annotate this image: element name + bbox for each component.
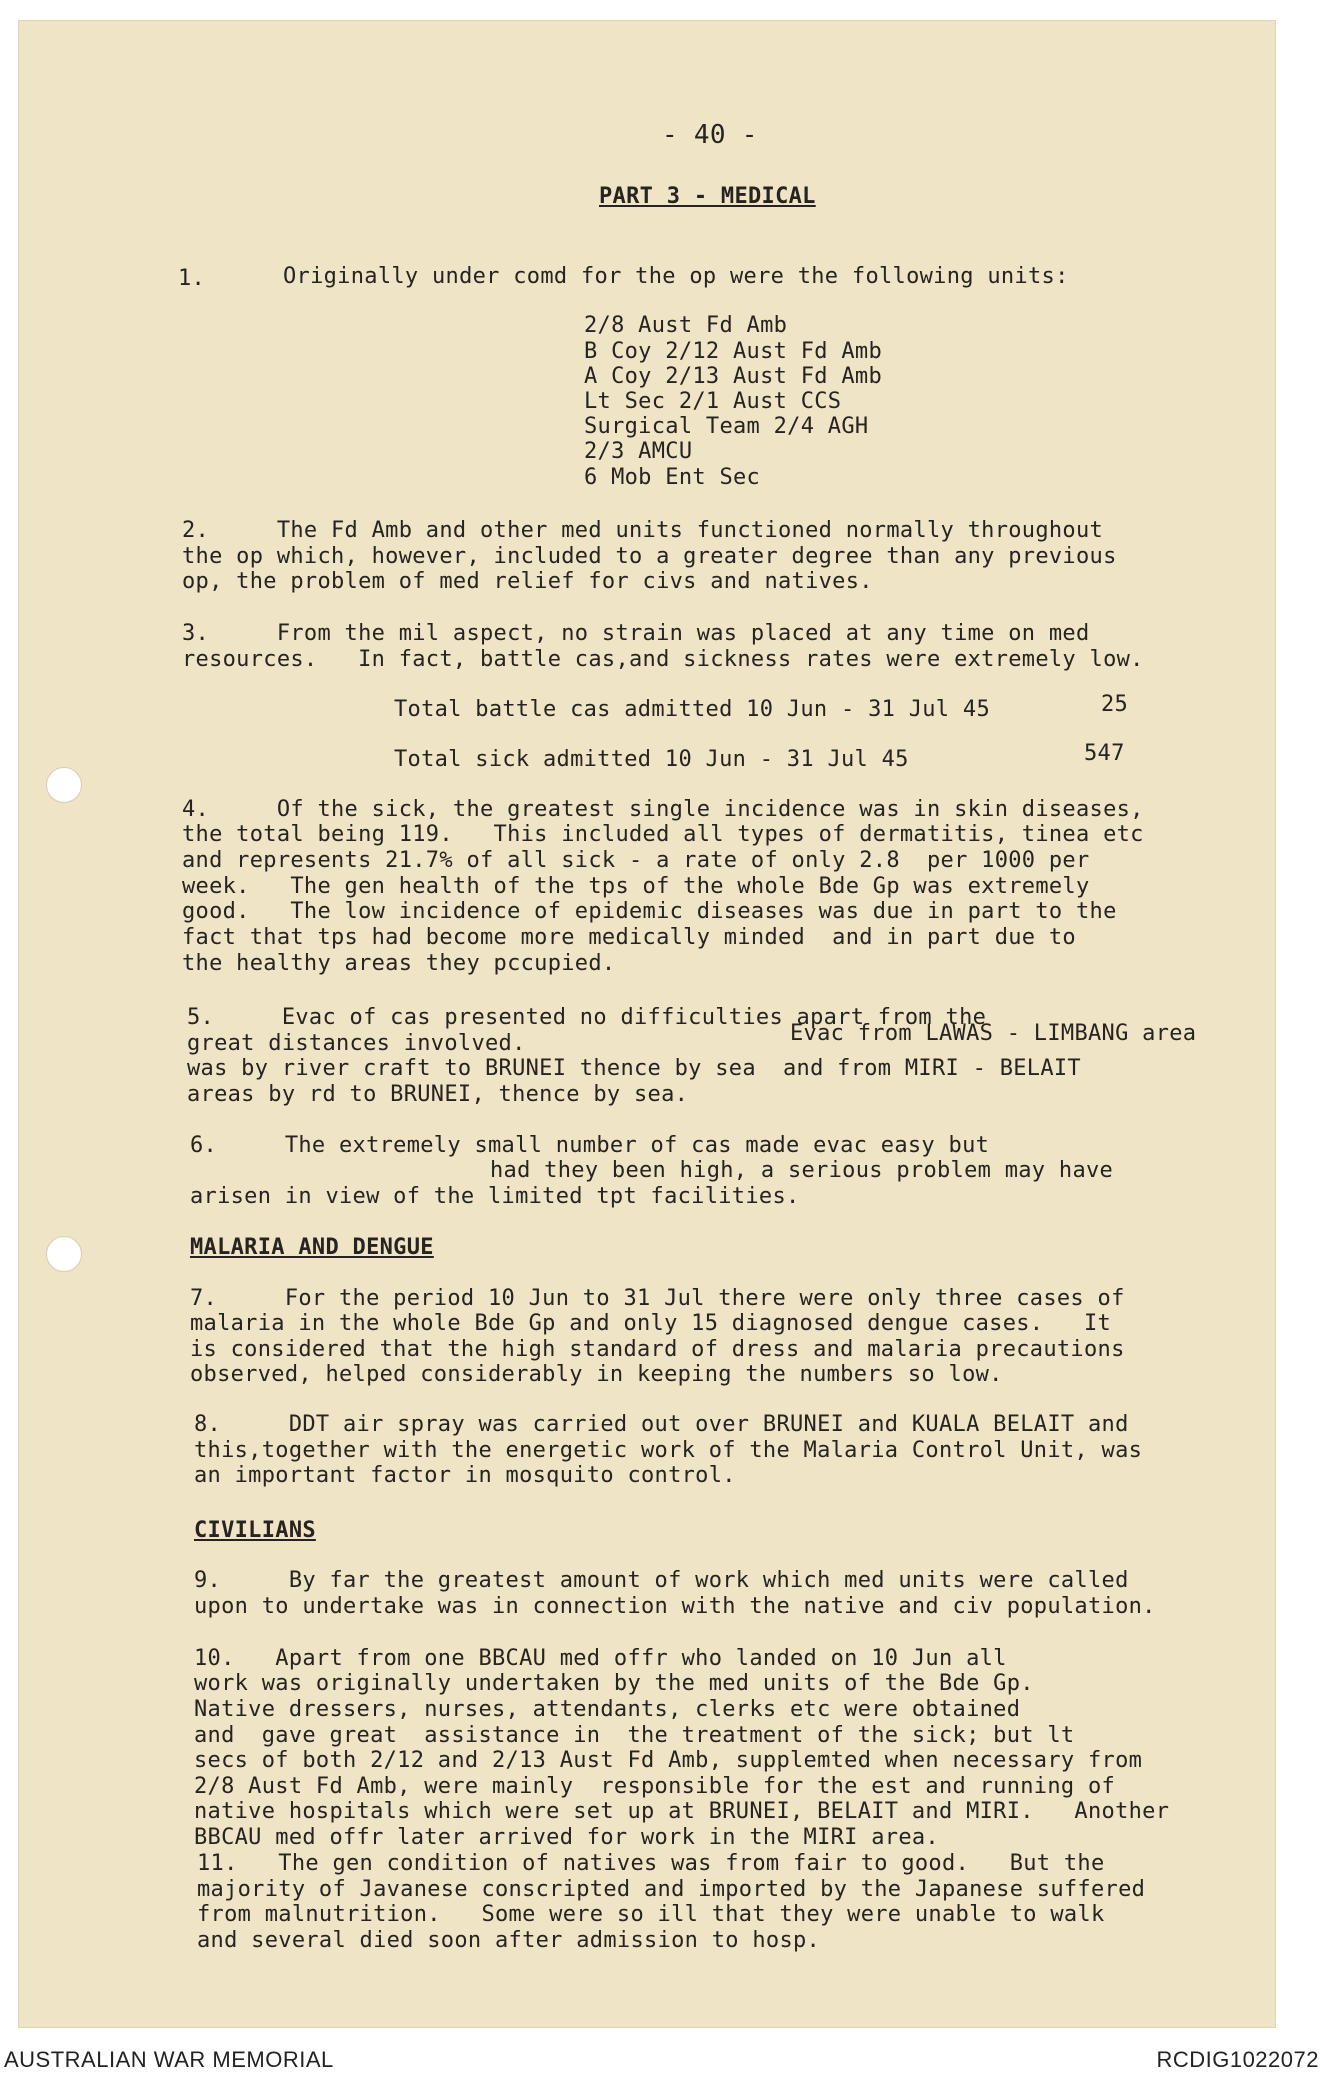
para1-number: 1.	[178, 266, 206, 291]
para11-line: from malnutrition. Some were so ill that they were unable to walk	[197, 1902, 1105, 1927]
para2-line: the op which, however, included to a greater degree than any previous	[182, 544, 1117, 569]
para4-line: the total being 119. This included all types of dermatitis, tinea etc	[182, 822, 1144, 847]
page-title: PART 3 - MEDICAL	[599, 184, 816, 209]
para4-line: and represents 21.7% of all sick - a rate of only 2.8 per 1000 per	[182, 848, 1090, 873]
para9-line: upon to undertake was in connection with the native and civ population.	[194, 1594, 1156, 1619]
para5-line: Evac from LAWAS - LIMBANG area	[790, 1021, 1197, 1046]
para2-line: op, the problem of med relief for civs and natives.	[182, 569, 873, 594]
para10-line: 10. Apart from one BBCAU med offr who landed on 10 Jun all	[194, 1646, 1007, 1671]
total-battle-cas-value: 25	[1101, 692, 1129, 717]
para4-line: week. The gen health of the tps of the whole Bde Gp was extremely	[182, 874, 1090, 899]
total-sick-label: Total sick admitted 10 Jun - 31 Jul 45	[394, 747, 909, 772]
para10-line: 2/8 Aust Fd Amb, were mainly responsible for the est and running of	[194, 1774, 1116, 1799]
section-heading-civilians: CIVILIANS	[194, 1518, 316, 1543]
unit-list-item: Lt Sec 2/1 Aust CCS	[584, 389, 842, 414]
footer-record-id: RCDIG1022072	[1156, 2047, 1319, 2072]
para7-line: malaria in the whole Bde Gp and only 15 diagnosed dengue cases. It	[190, 1311, 1112, 1336]
page-number: - 40 -	[662, 120, 758, 150]
para6-line: 6. The extremely small number of cas made evac easy but	[190, 1133, 990, 1158]
total-battle-cas-label: Total battle cas admitted 10 Jun - 31 Jul 45	[394, 697, 990, 722]
para4-line: good. The low incidence of epidemic diseases was due in part to the	[182, 899, 1117, 924]
para9-line: 9. By far the greatest amount of work which med units were called	[194, 1568, 1129, 1593]
para10-line: native hospitals which were set up at BRUNEI, BELAIT and MIRI. Another	[194, 1799, 1170, 1824]
unit-list-item: 2/8 Aust Fd Amb	[584, 313, 788, 338]
para6-line: had they been high, a serious problem may have	[490, 1158, 1114, 1183]
unit-list-item: 2/3 AMCU	[584, 439, 693, 464]
para10-line: Native dressers, nurses, attendants, clerks etc were obtained	[194, 1697, 1021, 1722]
para7-line: is considered that the high standard of dress and malaria precautions	[190, 1337, 1125, 1362]
unit-list-item: A Coy 2/13 Aust Fd Amb	[584, 364, 882, 389]
unit-list-item: B Coy 2/12 Aust Fd Amb	[584, 339, 882, 364]
total-sick-value: 547	[1084, 741, 1125, 766]
para10-line: and gave great assistance in the treatment of the sick; but lt	[194, 1723, 1075, 1748]
para4-line: the healthy areas they pccupied.	[182, 951, 616, 976]
unit-list-item: Surgical Team 2/4 AGH	[584, 414, 869, 439]
para2-line: 2. The Fd Amb and other med units functioned normally throughout	[182, 518, 1104, 543]
para10-line: secs of both 2/12 and 2/13 Aust Fd Amb, supplemted when necessary from	[194, 1748, 1143, 1773]
para7-line: observed, helped considerably in keeping the numbers so low.	[190, 1362, 1003, 1387]
para1-text: Originally under comd for the op were the following units:	[283, 264, 1069, 289]
punch-hole	[46, 1236, 82, 1272]
para10-line: work was originally undertaken by the med units of the Bde Gp.	[194, 1671, 1034, 1696]
para10-line: BBCAU med offr later arrived for work in the MIRI area.	[194, 1825, 939, 1850]
para8-line: this,together with the energetic work of the Malaria Control Unit, was	[194, 1438, 1143, 1463]
para11-line: and several died soon after admission to hosp.	[197, 1928, 821, 1953]
para3-line: 3. From the mil aspect, no strain was placed at any time on med	[182, 621, 1090, 646]
para5-line: great distances involved.	[187, 1031, 526, 1056]
para3-line: resources. In fact, battle cas,and sickness rates were extremely low.	[182, 647, 1144, 672]
para11-line: majority of Javanese conscripted and imported by the Japanese suffered	[197, 1877, 1146, 1902]
footer-archive-name: AUSTRALIAN WAR MEMORIAL	[4, 2047, 334, 2072]
para4-line: 4. Of the sick, the greatest single incidence was in skin diseases,	[182, 797, 1144, 822]
para8-line: an important factor in mosquito control.	[194, 1463, 736, 1488]
para8-line: 8. DDT air spray was carried out over BRUNEI and KUALA BELAIT and	[194, 1412, 1129, 1437]
para11-line: 11. The gen condition of natives was from fair to good. But the	[197, 1851, 1105, 1876]
para4-line: fact that tps had become more medically minded and in part due to	[182, 925, 1076, 950]
punch-hole	[46, 767, 82, 803]
para5-line: was by river craft to BRUNEI thence by sea and from MIRI - BELAIT	[187, 1056, 1081, 1081]
para6-line: arisen in view of the limited tpt facilities.	[190, 1184, 800, 1209]
para5-line: areas by rd to BRUNEI, thence by sea.	[187, 1082, 689, 1107]
section-heading-malaria: MALARIA AND DENGUE	[190, 1235, 434, 1260]
unit-list-item: 6 Mob Ent Sec	[584, 465, 761, 490]
para7-line: 7. For the period 10 Jun to 31 Jul there were only three cases of	[190, 1286, 1125, 1311]
para5-line: 5. Evac of cas presented no difficulties apart from the	[187, 1005, 987, 1030]
